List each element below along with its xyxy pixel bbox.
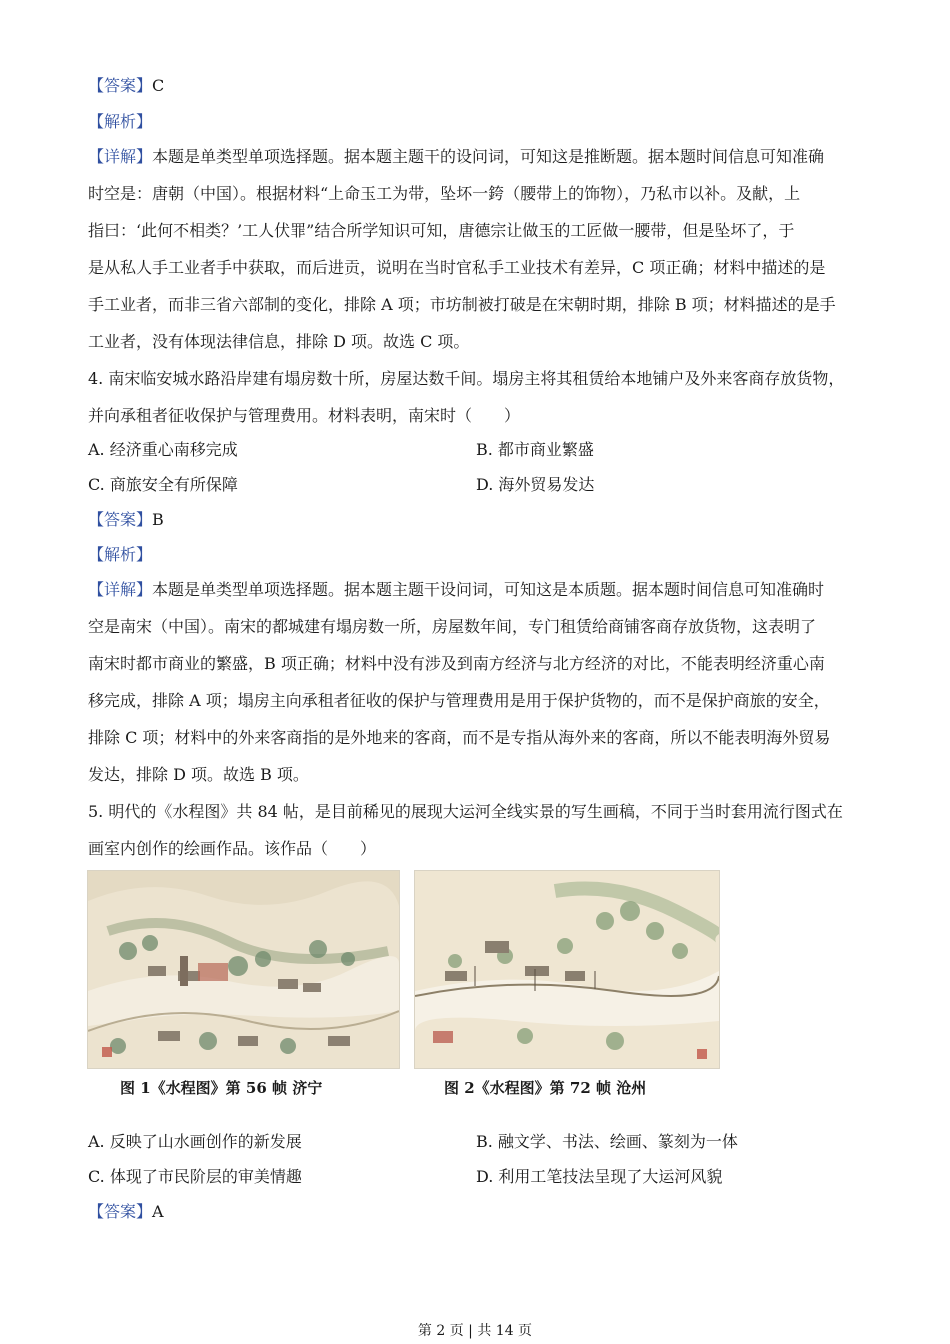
figure-1-caption: 图 1《水程图》第 56 帧 济宁 (120, 1079, 323, 1097)
figure-2-caption: 图 2《水程图》第 72 帧 沧州 (444, 1079, 647, 1097)
figure-1-painting (87, 870, 400, 1069)
q4-option-c: C. 商旅安全有所保障 (88, 475, 238, 494)
q4-detail-line: 排除 C 项；材料中的外来客商指的是外地来的客商，而不是专指从海外来的客商，所以不能表明海外贸易 (88, 728, 831, 747)
figure-2-illustration (415, 871, 719, 1068)
q4-option-b: B. 都市商业繁盛 (476, 440, 594, 459)
q5-option-d: D. 利用工笔技法呈现了大运河风貌 (476, 1167, 723, 1186)
q4-option-d: D. 海外贸易发达 (476, 475, 595, 494)
q5-option-c: C. 体现了市民阶层的审美情趣 (88, 1167, 302, 1186)
q4-option-a: A. 经济重心南移完成 (88, 440, 238, 459)
q5-option-b: B. 融文学、书法、绘画、篆刻为一体 (476, 1132, 738, 1151)
q3-detail-line: 手工业者，而非三省六部制的变化，排除 A 项；市坊制被打破是在宋朝时期，排除 B 项；材料描述的是手 (88, 295, 836, 314)
q5-answer: 【答案】A (88, 1202, 164, 1221)
q3-detail-line: 指曰：‘此何不相类？’工人伏罪”结合所学知识可知，唐德宗让做玉的工匠做一腰带，但是坠坏了，于 (88, 221, 795, 240)
q4-analysis-label: 【解析】 (88, 545, 153, 564)
q3-detail-line: 工业者，没有体现法律信息，排除 D 项。故选 C 项。 (88, 332, 470, 351)
q4-detail-line: 【详解】本题是单类型单项选择题。据本题主题干设问词，可知这是本质题。据本题时间信息可知准确时 (88, 580, 825, 599)
q4-answer: 【答案】B (88, 510, 164, 529)
q4-detail-line: 南宋时都市商业的繁盛，B 项正确；材料中没有涉及到南方经济与北方经济的对比，不能表明经济重心南 (88, 654, 825, 673)
q5-option-a: A. 反映了山水画创作的新发展 (88, 1132, 302, 1151)
q3-answer: 【答案】C (88, 76, 165, 95)
q4-detail-line: 空是南宋（中国）。南宋的都城建有塌房数一所，房屋数年间，专门租赁给商铺客商存放货物，这表明了 (88, 617, 817, 636)
q4-stem: 并向承租者征收保护与管理费用。材料表明，南宋时（ ） (88, 406, 521, 425)
q5-stem: 画室内创作的绘画作品。该作品（ ） (88, 839, 377, 858)
q3-detail-line: 时空是：唐朝（中国）。根据材料“上命玉工为带，坠坏一銙（腰带上的饰物），乃私市以补。及献，上 (88, 184, 801, 203)
q3-detail-line: 是从私人手工业者手中获取，而后进贡，说明在当时官私手工业技术有差异，C 项正确；材料中描述的是 (88, 258, 826, 277)
q4-detail-line: 移完成，排除 A 项；塌房主向承租者征收的保护与管理费用是用于保护货物的，而不是保护商旅的安全， (88, 691, 830, 710)
figure-2-painting (414, 870, 720, 1069)
q5-stem: 5. 明代的《水程图》共 84 帖，是目前稀见的展现大运河全线实景的写生画稿，不同于当时套用流行图式在 (88, 802, 843, 821)
q3-analysis-label: 【解析】 (88, 112, 153, 131)
page-footer: 第 2 页 | 共 14 页 (417, 1323, 533, 1339)
q4-detail-line: 发达，排除 D 项。故选 B 项。 (88, 765, 309, 784)
figure-1-illustration (88, 871, 399, 1068)
q4-stem: 4. 南宋临安城水路沿岸建有塌房数十所，房屋达数千间。塌房主将其租赁给本地铺户及外来客商存放货物， (88, 369, 845, 388)
q3-detail-line: 【详解】本题是单类型单项选择题。据本题主题干的设问词，可知这是推断题。据本题时间信息可知准确 (88, 147, 825, 166)
